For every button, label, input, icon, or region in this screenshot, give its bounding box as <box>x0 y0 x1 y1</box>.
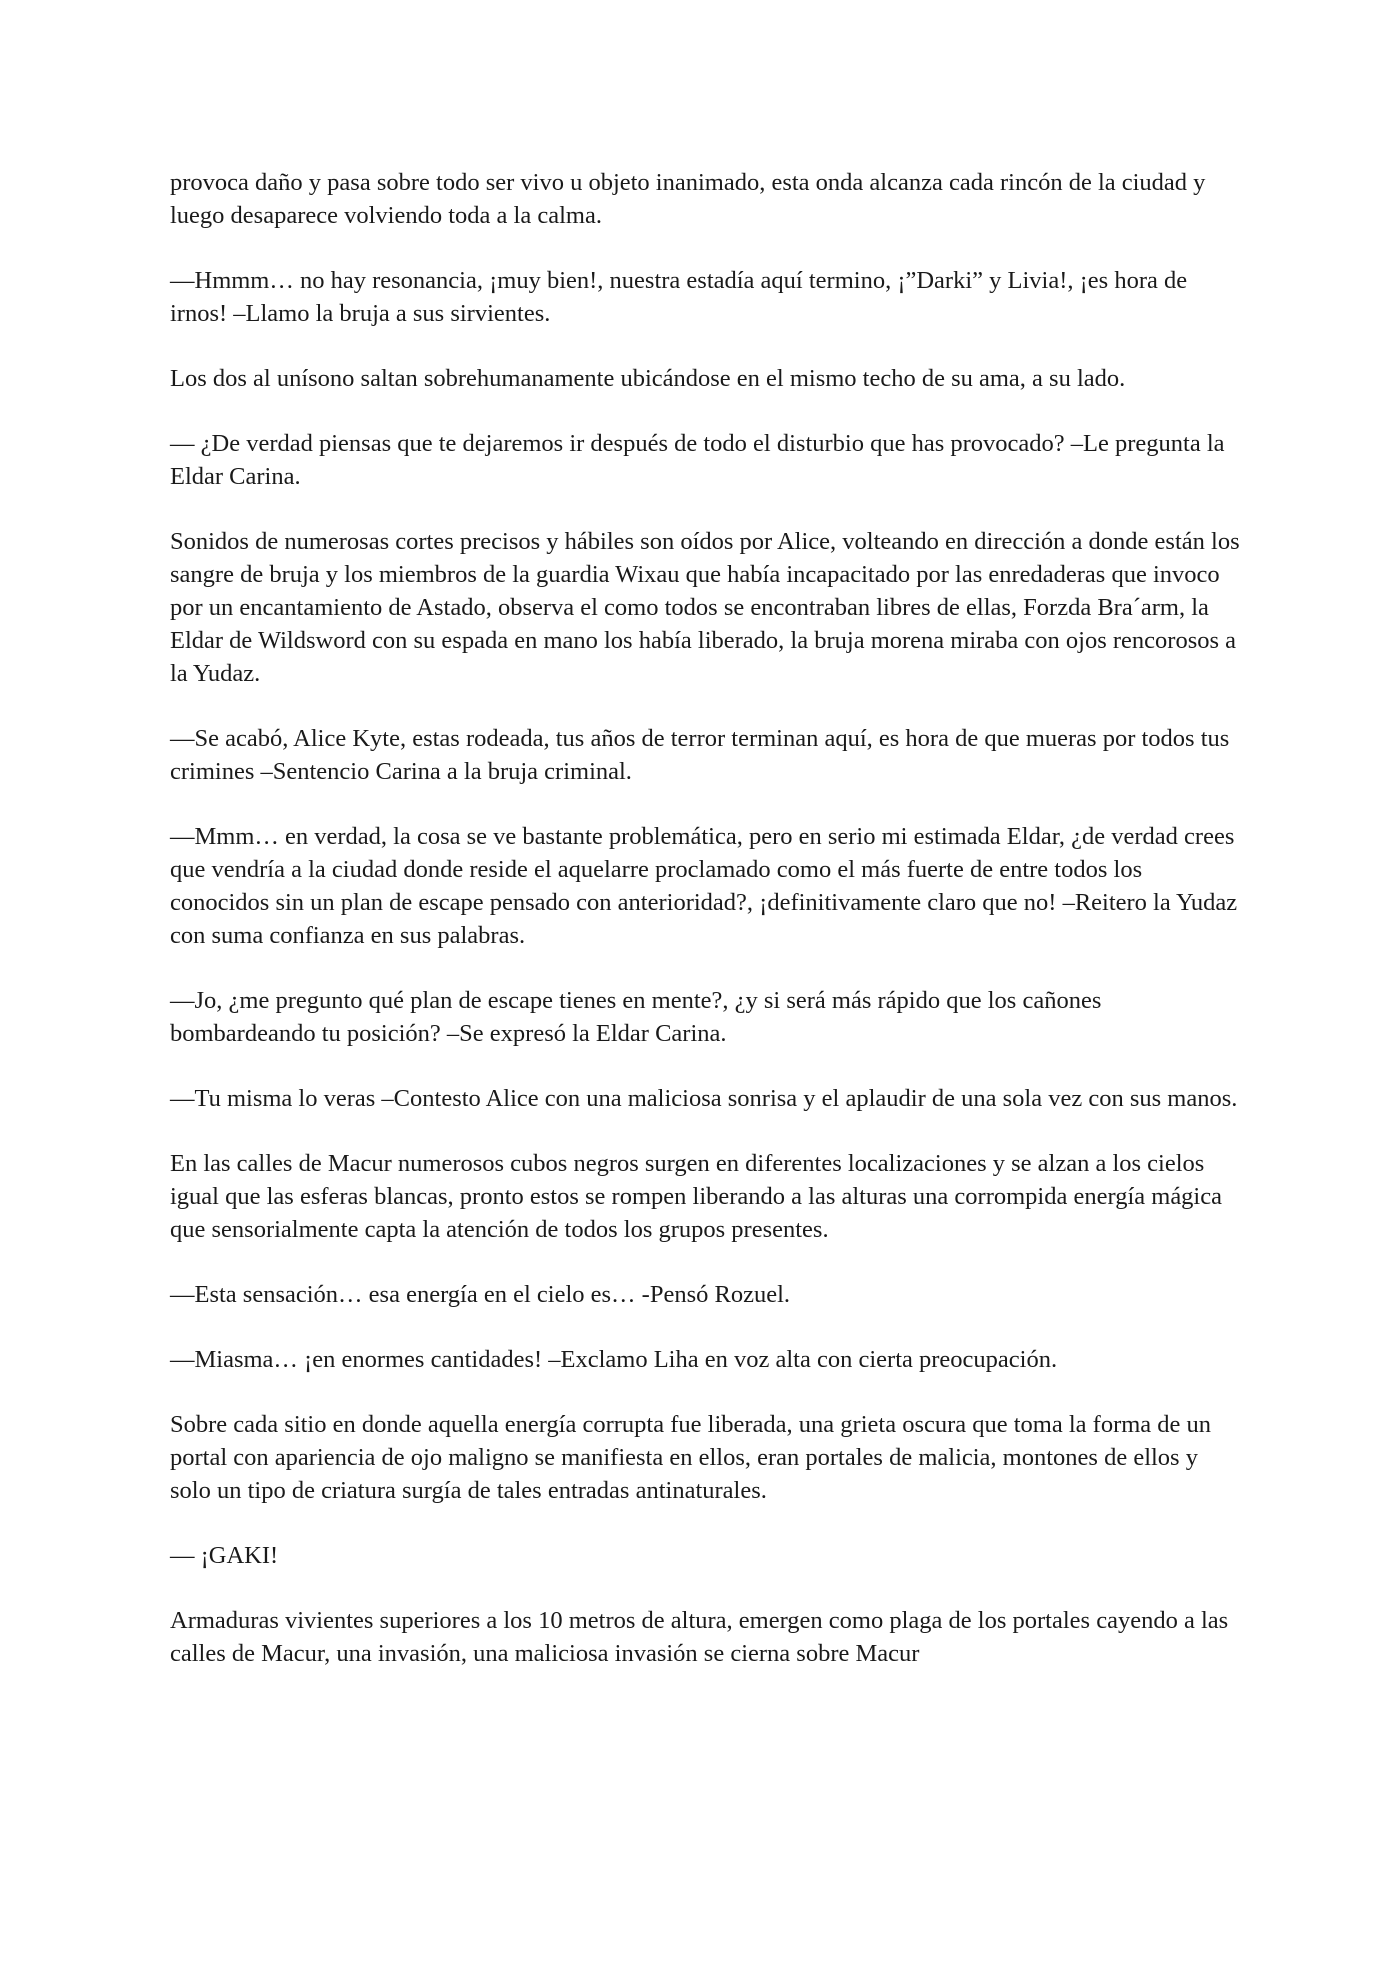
paragraph: — ¡GAKI! <box>170 1542 279 1569</box>
paragraph: Sobre cada sitio en donde aquella energía corrupta fue liberada, una grieta oscura que toma la forma de un portal con apariencia de ojo maligno se manifiesta en ellos, eran portales de malicia, montones de ellos y solo un tipo de criatura surgía de tales entradas antinaturales. <box>170 1411 1212 1504</box>
paragraph: —Mmm… en verdad, la cosa se ve bastante problemática, pero en serio mi estimada Eldar, ¿de verdad crees que vendría a la ciudad donde reside el aquelarre proclamado como el más fuerte de entre todos los conocidos sin un plan de escape pensado con anterioridad?, ¡definitivamente claro que no! –Reitero la Yudaz con suma confianza en sus palabras. <box>170 823 1238 949</box>
paragraph: — ¿De verdad piensas que te dejaremos ir después de todo el disturbio que has provocado? –Le pregunta la Eldar Carina. <box>170 430 1225 490</box>
paragraph: —Miasma… ¡en enormes cantidades! –Exclamo Liha en voz alta con cierta preocupación. <box>170 1346 1058 1373</box>
paragraph: —Tu misma lo veras –Contesto Alice con una maliciosa sonrisa y el aplaudir de una sola vez con sus manos. <box>170 1085 1238 1112</box>
paragraph: Sonidos de numerosas cortes precisos y hábiles son oídos por Alice, volteando en dirección a donde están los sangre de bruja y los miembros de la guardia Wixau que había incapacitado por las enredaderas que invoco por un encantamiento de Astado, observa el como todos se encontraban libres de ellas, Forzda Bra´arm, la Eldar de Wildsword con su espada en mano los había liberado, la bruja morena miraba con ojos rencorosos a la Yudaz. <box>170 528 1240 687</box>
paragraph: provoca daño y pasa sobre todo ser vivo u objeto inanimado, esta onda alcanza cada rincón de la ciudad y luego desaparece volviendo toda a la calma. <box>170 169 1206 229</box>
paragraph: Los dos al unísono saltan sobrehumanamente ubicándose en el mismo techo de su ama, a su lado. <box>170 365 1126 392</box>
paragraph: Armaduras vivientes superiores a los 10 metros de altura, emergen como plaga de los portales cayendo a las calles de Macur, una invasión, una maliciosa invasión se cierna sobre Macur <box>170 1607 1229 1667</box>
document-page <box>170 166 1240 1702</box>
paragraph: —Se acabó, Alice Kyte, estas rodeada, tus años de terror terminan aquí, es hora de que mueras por todos tus crimines –Sentencio Carina a la bruja criminal. <box>170 725 1230 785</box>
paragraph: —Esta sensación… esa energía en el cielo es… -Pensó Rozuel. <box>170 1281 791 1308</box>
paragraph: —Jo, ¿me pregunto qué plan de escape tienes en mente?, ¿y si será más rápido que los cañones bombardeando tu posición? –Se expresó la Eldar Carina. <box>170 987 1102 1047</box>
paragraph: En las calles de Macur numerosos cubos negros surgen en diferentes localizaciones y se alzan a los cielos igual que las esferas blancas, pronto estos se rompen liberando a las alturas una corrompida energía mágica que sensorialmente capta la atención de todos los grupos presentes. <box>170 1150 1222 1243</box>
paragraph: —Hmmm… no hay resonancia, ¡muy bien!, nuestra estadía aquí termino, ¡”Darki” y Livia!, ¡es hora de irnos! –Llamo la bruja a sus sirvientes. <box>170 267 1188 327</box>
